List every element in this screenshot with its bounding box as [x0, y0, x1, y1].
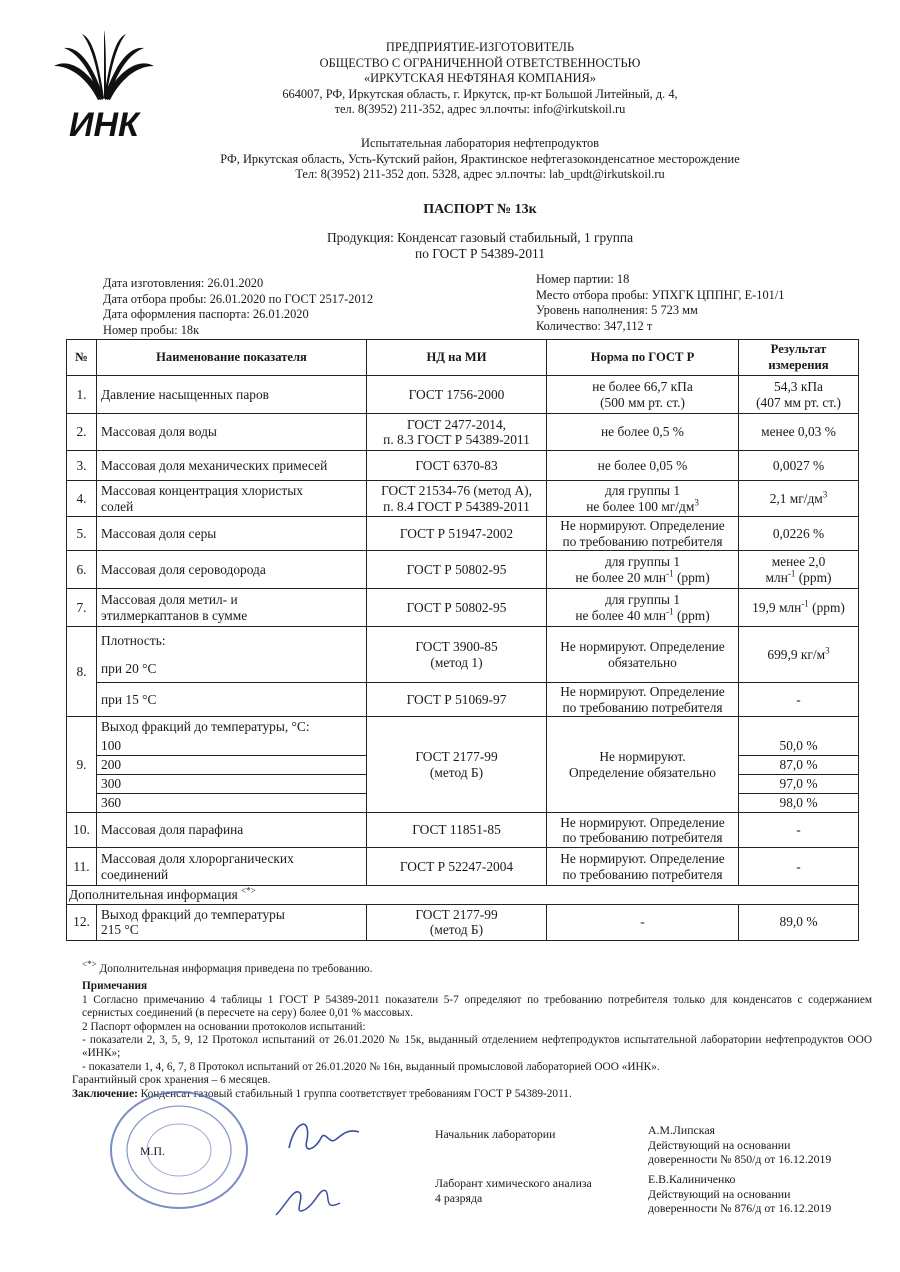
norm-line: (500 мм рт. ст.)	[600, 394, 685, 410]
norm-unit: (ppm)	[673, 607, 710, 623]
result	[739, 376, 859, 414]
col-header-norm: Норма по ГОСТ Р	[547, 340, 739, 376]
table-row	[67, 481, 859, 517]
superscript: -1	[801, 598, 809, 609]
header-line: тел. 8(3952) 211-352, адрес эл.почты: info@irkutskoil.ru	[334, 102, 626, 116]
table-row	[67, 517, 859, 551]
table-row	[67, 376, 859, 414]
method-line: (метод Б)	[429, 764, 484, 780]
row-number: 3.	[67, 451, 97, 481]
lab-header	[140, 136, 820, 183]
norm-line: не более 66,7 кПа	[592, 379, 693, 394]
notes-heading: Примечания	[82, 980, 148, 993]
col-header-number: №	[67, 340, 97, 376]
norm-line: не более 100 мг/дм	[586, 498, 695, 514]
temperature: 200	[97, 756, 367, 775]
table-row	[67, 717, 859, 737]
norm-line: по требованию потребителя	[562, 699, 723, 715]
signer-2-name: Е.В.Калиниченко	[648, 1172, 736, 1186]
temperature: 100	[97, 737, 367, 756]
row-number: 7.	[67, 589, 97, 627]
header-line: ПРЕДПРИЯТИЕ-ИЗГОТОВИТЕЛЬ	[385, 40, 575, 54]
norm	[547, 813, 739, 848]
result: менее 0,03 %	[739, 414, 859, 451]
signer-1-proxy: доверенности № 850/д от 16.12.2019	[648, 1152, 832, 1166]
norm-line: Не нормируют. Определение	[560, 684, 725, 699]
norm-line: обязательно	[608, 654, 677, 670]
method-line: (метод 1)	[430, 654, 483, 670]
norm-line: Не нормируют. Определение	[560, 851, 725, 866]
norm	[547, 848, 739, 886]
result-value: 2,1 мг/дм	[769, 490, 823, 506]
norm-line: не более 40 млн	[575, 607, 667, 623]
indicator-name	[97, 904, 367, 940]
signature-2	[270, 1175, 350, 1230]
name-subline: при 20 °С	[101, 660, 157, 676]
method: ГОСТ 6370-83	[367, 451, 547, 481]
method	[367, 481, 547, 517]
indicator-name	[97, 627, 367, 683]
method-line: п. 8.4 ГОСТ Р 54389-2011	[383, 498, 530, 514]
fill-level: Уровень наполнения: 5 723 мм	[536, 303, 698, 317]
norm-line: для группы 1	[604, 592, 681, 607]
warranty: Гарантийный срок хранения – 6 месяцев.	[72, 1074, 271, 1087]
indicator-name	[97, 481, 367, 517]
note-1: 1 Согласно примечанию 4 таблицы 1 ГОСТ Р 54389-2011 показатели 5-7 определяют по требованию потребителя только для конденсатов с содержанием сернистых соединений (в пересчете на серу) более 0,01 % массовых.	[82, 993, 872, 1020]
result: 97,0 %	[739, 775, 859, 794]
note-2: 2 Паспорт оформлен на основании протоколов испытаний:	[82, 1020, 366, 1033]
result: -	[739, 848, 859, 886]
row-number: 1.	[67, 376, 97, 414]
result-unit: (ppm)	[795, 569, 832, 585]
signer-1-basis: Действующий на основании	[648, 1137, 791, 1152]
result-line: (407 мм рт. ст.)	[756, 394, 841, 410]
norm-line: для группы 1	[604, 483, 681, 498]
norm	[547, 589, 739, 627]
norm-line: по требованию потребителя	[562, 830, 723, 845]
method: ГОСТ 11851-85	[367, 813, 547, 848]
stamp	[104, 1085, 254, 1215]
norm	[547, 683, 739, 717]
name-line: 215 °С	[101, 922, 139, 937]
result: -	[739, 683, 859, 717]
note-2b: - показатели 1, 4, 6, 7, 8 Протокол испытаний от 26.01.2020 № 16н, выданный промысловой лабораторией ООО «ИНК».	[82, 1060, 660, 1073]
additional-info-label	[67, 886, 859, 905]
norm-unit: (ppm)	[673, 569, 710, 585]
signer-2-role	[435, 1176, 592, 1205]
temperature: 360	[97, 794, 367, 813]
norm-line: Не нормируют.	[599, 749, 686, 764]
indicator-name: при 15 °С	[97, 683, 367, 717]
table-row	[67, 627, 859, 683]
conclusion-text: Конденсат газовый стабильный 1 группа соответствует требованиям ГОСТ Р 54389-2011.	[137, 1087, 572, 1100]
signer-2-proxy: доверенности № 876/д от 16.12.2019	[648, 1201, 832, 1215]
indicator-name	[97, 589, 367, 627]
norm-line: не более 20 млн	[575, 569, 667, 585]
signer-2-role-line: 4 разряда	[435, 1190, 483, 1205]
result-unit: (ppm)	[808, 599, 845, 615]
indicator-name: Массовая доля серы	[97, 517, 367, 551]
method: ГОСТ 1756-2000	[367, 376, 547, 414]
superscript: 3	[694, 497, 699, 508]
company-logo	[48, 28, 160, 146]
norm-line: для группы 1	[604, 554, 681, 569]
indicator-name: Массовая доля парафина	[97, 813, 367, 848]
notes-section	[72, 959, 872, 1101]
superscript: 3	[825, 645, 830, 656]
col-header-method: НД на МИ	[367, 340, 547, 376]
norm	[547, 517, 739, 551]
norm	[547, 481, 739, 517]
superscript: -1	[787, 568, 796, 579]
result-line: млн	[765, 569, 788, 585]
method: ГОСТ Р 52247-2004	[367, 848, 547, 886]
method-line: (метод Б)	[429, 922, 484, 937]
row-number: 10.	[67, 813, 97, 848]
method-line: ГОСТ 2177-99	[415, 906, 498, 922]
sample-number: Номер пробы: 18к	[103, 322, 200, 337]
norm: не более 0,05 %	[547, 451, 739, 481]
meta-right	[536, 272, 785, 334]
signer-2	[648, 1172, 831, 1216]
row-number: 5.	[67, 517, 97, 551]
header-line: «ИРКУТСКАЯ НЕФТЯНАЯ КОМПАНИЯ»	[363, 71, 597, 85]
signer-2-role-line: Лаборант химического анализа	[435, 1176, 592, 1190]
result-line: менее 2,0	[771, 554, 826, 569]
additional-info-text: Дополнительная информация	[69, 887, 238, 902]
norm	[547, 627, 739, 683]
footnote-mark: <*>	[82, 959, 97, 970]
quantity: Количество: 347,112 т	[536, 318, 653, 333]
method-line: ГОСТ 2177-99	[415, 749, 498, 764]
name-line: соединений	[101, 866, 169, 882]
lab-line: Испытательная лаборатория нефтепродуктов	[361, 136, 599, 150]
indicator-name	[97, 848, 367, 886]
method	[367, 414, 547, 451]
product-standard: по ГОСТ Р 54389-2011	[415, 246, 545, 261]
name-line: Массовая доля хлорорганических	[101, 851, 294, 866]
result: 89,0 %	[739, 904, 859, 940]
method-line: ГОСТ 21534-76 (метод А),	[381, 483, 532, 498]
method	[367, 904, 547, 940]
method	[367, 627, 547, 683]
product-line: Продукция: Конденсат газовый стабильный, 1 группа	[326, 230, 634, 245]
footnote-text: Дополнительная информация приведена по требованию.	[99, 963, 373, 975]
result: 0,0226 %	[739, 517, 859, 551]
result: 87,0 %	[739, 756, 859, 775]
method: ГОСТ Р 50802-95	[367, 589, 547, 627]
company-header	[230, 40, 730, 118]
result: 50,0 %	[739, 737, 859, 756]
row-number: 2.	[67, 414, 97, 451]
norm: не более 0,5 %	[547, 414, 739, 451]
norm-line: Не нормируют. Определение	[560, 639, 725, 654]
passport-date: Дата оформления паспорта: 26.01.2020	[103, 307, 309, 321]
lab-line: РФ, Иркутская область, Усть-Кутский район, Ярактинское нефтегазоконденсатное месторождение	[220, 151, 740, 166]
table-row	[67, 904, 859, 940]
meta-left	[103, 276, 373, 338]
conclusion-label: Заключение:	[72, 1087, 138, 1100]
norm	[547, 717, 739, 813]
indicator-name: Массовая доля механических примесей	[97, 451, 367, 481]
batch-number: Номер партии: 18	[536, 272, 630, 286]
method-line: п. 8.3 ГОСТ Р 54389-2011	[383, 432, 530, 447]
results-table	[66, 339, 859, 941]
lab-line: Тел: 8(3952) 211-352 доп. 5328, адрес эл.почты: lab_updt@irkutskoil.ru	[295, 167, 665, 181]
name-line: Массовая доля метил- и	[101, 592, 238, 607]
result-value: 699,9 кг/м	[767, 646, 826, 662]
norm-line: по требованию потребителя	[562, 533, 723, 549]
norm	[547, 551, 739, 589]
footnote-mark: <*>	[241, 885, 256, 896]
table-row	[67, 551, 859, 589]
note-2a: - показатели 2, 3, 5, 9, 12 Протокол испытаний от 26.01.2020 № 15к, выданный отделением нефтепродуктов испытательной лаборатории нефтепродуктов ООО «ИНК»;	[82, 1034, 872, 1060]
result-value: 19,9 млн	[752, 599, 802, 615]
table-row	[67, 414, 859, 451]
col-header-result: Результат измерения	[739, 340, 859, 376]
name-line: солей	[101, 498, 134, 514]
sampling-place: Место отбора пробы: УПХГК ЦППНГ, Е-101/1	[536, 287, 785, 302]
row-number: 4.	[67, 481, 97, 517]
header-line: 664007, РФ, Иркутская область, г. Иркутск, пр-кт Большой Литейный, д. 4,	[282, 86, 678, 101]
superscript: -1	[666, 606, 674, 617]
norm	[547, 376, 739, 414]
method	[367, 717, 547, 813]
signer-2-basis: Действующий на основании	[648, 1186, 791, 1201]
row-number: 8.	[67, 627, 97, 717]
signer-1	[648, 1123, 831, 1167]
result-line: 54,3 кПа	[774, 379, 823, 394]
table-row	[67, 848, 859, 886]
indicator-name: Массовая доля воды	[97, 414, 367, 451]
signature-1	[285, 1110, 365, 1165]
sampling-date: Дата отбора пробы: 26.01.2020 по ГОСТ 2517-2012	[103, 291, 374, 306]
name-line: Плотность:	[101, 633, 166, 648]
name-line: этилмеркаптанов в сумме	[101, 607, 248, 623]
manufacture-date: Дата изготовления: 26.01.2020	[103, 276, 264, 290]
result: 0,0027 %	[739, 451, 859, 481]
signer-1-name: А.М.Липская	[648, 1123, 715, 1137]
method: ГОСТ Р 51947-2002	[367, 517, 547, 551]
indicator-name: Массовая доля сероводорода	[97, 551, 367, 589]
norm-line: по требованию потребителя	[562, 866, 723, 882]
norm-line: Определение обязательно	[569, 764, 716, 780]
table-row	[67, 813, 859, 848]
additional-info-row	[67, 886, 859, 905]
row-number: 6.	[67, 551, 97, 589]
name-line: Массовая концентрация хлористых	[101, 483, 303, 498]
method: ГОСТ Р 50802-95	[367, 551, 547, 589]
stamp-place-label: М.П.	[140, 1144, 165, 1158]
superscript: 3	[822, 489, 828, 500]
document-title: ПАСПОРТ № 13к	[423, 202, 537, 217]
indicator-name: Выход фракций до температуры, °С:	[97, 717, 367, 737]
footnote	[82, 959, 872, 976]
logo-text: ИНК	[69, 106, 139, 144]
result	[739, 481, 859, 517]
table-row	[67, 451, 859, 481]
result-spacer	[739, 717, 859, 737]
result: -	[739, 813, 859, 848]
table-row	[67, 683, 859, 717]
result	[739, 589, 859, 627]
table-row	[67, 589, 859, 627]
signer-1-role: Начальник лаборатории	[435, 1127, 556, 1141]
norm-line: Не нормируют. Определение	[560, 518, 725, 533]
method: ГОСТ Р 51069-97	[367, 683, 547, 717]
name-line: Выход фракций до температуры	[101, 906, 285, 922]
indicator-name: Давление насыщенных паров	[97, 376, 367, 414]
superscript: -1	[666, 568, 674, 579]
result	[739, 551, 859, 589]
header-line: ОБЩЕСТВО С ОГРАНИЧЕННОЙ ОТВЕТСТВЕННОСТЬЮ	[319, 55, 641, 70]
row-number: 9.	[67, 717, 97, 813]
row-number: 11.	[67, 848, 97, 886]
temperature: 300	[97, 775, 367, 794]
norm: -	[547, 904, 739, 940]
norm-line: Не нормируют. Определение	[560, 814, 725, 830]
col-header-name: Наименование показателя	[97, 340, 367, 376]
table-header-row	[67, 340, 859, 376]
product-info	[220, 230, 740, 262]
method-line: ГОСТ 2477-2014,	[406, 416, 507, 432]
result: 98,0 %	[739, 794, 859, 813]
row-number: 12.	[67, 904, 97, 940]
method-line: ГОСТ 3900-85	[415, 639, 498, 654]
result	[739, 627, 859, 683]
